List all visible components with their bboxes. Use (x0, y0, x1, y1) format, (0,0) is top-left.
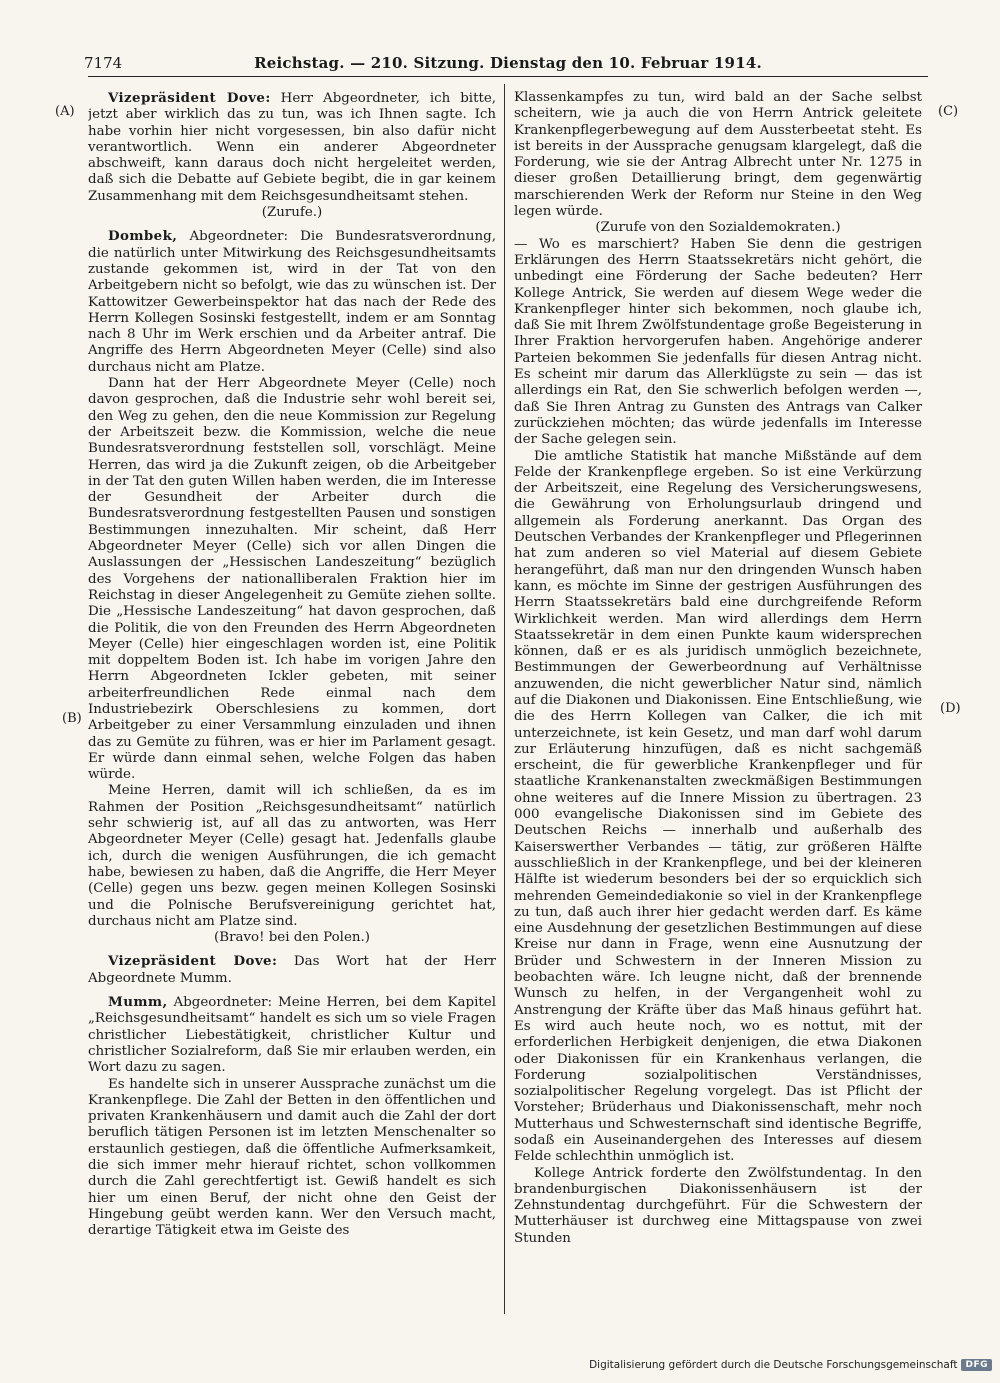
footer (589, 1359, 992, 1371)
page-title: Reichstag. — 210. Sitzung. Dienstag den 10. Februar 1914. (254, 54, 762, 72)
speaker-paragraph (88, 228, 496, 376)
margin-mark-c: (C) (938, 104, 959, 119)
speaker-paragraph (88, 953, 496, 987)
speaker-name: Dombek, (108, 228, 178, 245)
paragraph: Klassenkampfes zu tun, wird bald an der Sache selbst scheitern, wie ja auch die von Herrn Antrick geleitete Krankenpflegerbewegung auf dem Aussterbeetat steht. Es ist bereits in der Aussprache genugsam klargelegt, daß die Forderung, wie sie der Antrag Albrecht unter Nr. 1275 in dieser großen Detaillierung bringt, dem gegenwärtig marschierenden Werk der Reform nur Steine in den Weg legen würde. (514, 90, 922, 220)
speaker-paragraph (88, 994, 496, 1076)
paragraph: Dann hat der Herr Abgeordnete Meyer (Celle) noch davon gesprochen, daß die Industrie sehr wohl bereit sei, den Weg zu gehen, den die neue Kommission zur Regelung der Arbeitszeit bezw. die Kommission, welche die neue Bundesratsverordnung feststellen soll, vorschlägt. Meine Herren, das wird ja die Zukunft zeigen, ob die Arbeitgeber in der Tat den guten Willen haben werden, die im Interesse der Gesundheit der Arbeiter durch die Bundesratsverordnung festgestellten Pausen und sonstigen Bestimmungen innezuhalten. Mir scheint, daß Herr Abgeordneter Meyer (Celle) sich vor allen Dingen die Auslassungen der „Hessischen Landeszeitung“ bezüglich des Vorgehens der nationalliberalen Fraktion hier im Reichstag in dieser Angelegenheit zu Gemüte ziehen sollte. Die „Hessische Landeszeitung“ hat davon gesprochen, daß die Politik, die von den Freunden des Herrn Abgeordneten Meyer (Celle) hier eingeschlagen worden ist, eine Politik mit doppeltem Boden ist. Ich habe im vorigen Jahre den Herrn Abgeordneten Ickler gebeten, mit seiner arbeiterfreundlichen Rede einmal nach dem Industriebezirk Oberschlesiens zu kommen, dort Arbeitgeber zu einer Versammlung einzuladen und ihnen das zu Gemüte zu führen, was er hier im Parlament gesagt. Er würde dann einmal sehen, welche Folgen das haben würde. (88, 376, 496, 783)
paragraph: Es handelte sich in unserer Aussprache zunächst um die Krankenpflege. Die Zahl der Betten in den öffentlichen und privaten Krankenhäusern und damit auch die Zahl der dort beruflich tätigen Personen ist im letzten Menschenalter so erstaunlich gestiegen, daß die öffentliche Aufmerksamkeit, die sich immer mehr hierauf richtet, schon vollkommen durch die Zahl gerechtfertigt ist. Gewiß handelt es sich hier um einen Beruf, der nicht ohne den Geist der Hingebung geübt werden kann. Wer den Versuch macht, derartige Tätigkeit etwa im Geiste des (88, 1076, 496, 1239)
speaker-name: Mumm, (108, 994, 168, 1011)
footer-text: Digitalisierung gefördert durch die Deutsche Forschungsgemeinschaft (589, 1359, 958, 1371)
right-column (514, 90, 922, 1308)
speaker-name: Vizepräsident Dove: (108, 90, 271, 106)
speech-text: Herr Abgeordneter, ich bitte, jetzt aber wirklich das zu tun, was ich Ihnen sagte. Ich habe vorhin hier nicht vorgesessen, bin also dafür nicht verantwortlich. Wenn ein anderer Abgeordneter abschweift, kann daraus doch nicht hergeleitet werden, daß sich die Debatte auf Gebiete begibt, die in gar keinem Zusammenhang mit dem Reichsgesundheitsamt stehen. (88, 91, 496, 204)
speaker-name: Vizepräsident Dove: (108, 953, 278, 970)
paragraph: Meine Herren, damit will ich schließen, da es im Rahmen der Position „Reichsgesundheitsamt“ natürlich sehr schwierig ist, auf all das zu antworten, was Herr Abgeordneter Meyer (Celle) gesagt hat. Jedenfalls glaube ich, durch die wenigen Ausführungen, die ich gemacht habe, bewiesen zu haben, daß die Angriffe, die Herr Meyer (Celle) gegen uns bezw. gegen meinen Kollegen Sosinski und die Polnische Berufsvereinigung gerichtet hat, durchaus nicht am Platze sind. (88, 783, 496, 929)
left-column (88, 90, 496, 1308)
margin-mark-a: (A) (55, 104, 75, 119)
paragraph: — Wo es marschiert? Haben Sie denn die gestrigen Erklärungen des Herrn Staatssekretärs nicht gehört, die unbedingt eine Förderung der Sache bedeuten? Herr Kollege Antrick, Sie werden auf diesem Wege weder die Krankenpfleger hinter sich bekommen, noch glaube ich, daß Sie mit Ihrem Zwölfstundentage große Begeisterung in Ihrer Fraktion hervorgerufen haben. Angehörige anderer Parteien bekommen Sie jedenfalls für diesen Antrag nicht. Es scheint mir darum das Allerklügste zu sein — das ist allerdings ein Rat, den Sie schwerlich befolgen werden —, daß Sie Ihren Antrag zu Gunsten des Antrags van Calker zurückziehen möchten; das würde jedenfalls im Interesse der Sache gelegen sein. (514, 236, 922, 448)
page-number: 7174 (84, 54, 123, 72)
speech-text: Abgeordneter: Meine Herren, bei dem Kapitel „Reichsgesundheitsamt“ handelt es sich um so viele Fragen christlicher Liebestätigkeit, christlicher Kultur und christlicher Sozialreform, daß Sie mir erlauben werden, ein Wort dazu zu sagen. (88, 995, 496, 1076)
paragraph: Die amtliche Statistik hat manche Mißstände auf dem Felde der Krankenpflege ergeben. So ist eine Verkürzung der Arbeitszeit, eine Regelung des Versicherungswesens, die Gewährung von Erholungsurlaub dringend und allgemein als Forderung anerkannt. Das Organ des Deutschen Verbandes der Krankenpfleger und Pflegerinnen hat zum anderen so viel Material auf diesem Gebiete herangeführt, daß man nur den dringenden Wunsch haben kann, es möchte im Sinne der gestrigen Ausführungen des Herrn Staatssekretärs bald eine durchgreifende Reform Wirklichkeit werden. Man wird allerdings dem Herrn Staatssekretär in dem einen Punkte kaum widersprechen können, daß er es als juridisch unmöglich bezeichnete, Bestimmungen der Gewerbeordnung auf Verhältnisse anzuwenden, die nicht gewerblicher Natur sind, nämlich auf die Diakonen und Diakonissen. Eine Entschließung, wie die des Herrn Kollegen van Calker, die ich mit unterzeichnete, ist kein Gesetz, und man darf wohl darum zur Erläuterung hinzufügen, daß es nicht sachgemäß erscheint, die für gewerbliche Krankenpfleger und für staatliche Krankenanstalten zweckmäßigen Bestimmungen ohne weiteres auf die Innere Mission zu übertragen. 23 000 evangelische Diakonissen sind im Gebiete des Deutschen Reichs — innerhalb und außerhalb des Kaiserswerther Verbandes — tätig, zur größeren Hälfte ausschließlich in der Krankenpflege, und bei der kleineren Hälfte ist wiederum besonders bei der so erquicklich sich mehrenden Gemeindediakonie so viel in der Krankenpflege zu tun, daß auch ihrer hier gedacht werden darf. Es käme eine Ausdehnung der gesetzlichen Bestimmungen auf diese Kreise nur dann in Frage, wenn eine Ausnutzung der Brüder und Schwestern in der Inneren Mission zu beobachten wäre. Ich leugne nicht, daß der brennende Wunsch zu helfen, in der Vergangenheit wohl zu Anstrengung der Kräfte über das Maß hinaus geführt hat. Es wird auch heute noch, wo es nottut, mit der erforderlichen Herbigkeit denjenigen, die etwa Diakonen oder Diakonissen für ein Krankenhaus verlangen, die Forderung sozialpolitischen Verständnisses, sozialpolitischer Regelung vorgelegt. Das ist Pflicht der Vorsteher; Brüderhaus und Diakonissenschaft, mehr noch Mutterhaus und Schwesternschaft sind identische Begriffe, sodaß ein Auseinandergehen des Interesses auf diesem Felde schlechthin unmöglich ist. (514, 448, 922, 1165)
margin-mark-b: (B) (62, 711, 82, 726)
interjection: (Zurufe.) (261, 205, 323, 221)
speech-text: Abgeordneter: Die Bundesratsverordnung, die natürlich unter Mitwirkung des Reichsgesundheitsamts zustande gekommen ist, wird in der Tat von den Arbeitgebern nicht so befolgt, wie das zu wünschen ist. Der Kattowitzer Gewerbeinspektor hat das nach der Rede des Herrn Kollegen Sosinski festgestellt, indem er am Sonntag nach 8 Uhr im Werk erschien und da Arbeiter antraf. Die Angriffe des Herrn Abgeordneten Meyer (Celle) sind also durchaus nicht am Platze. (88, 229, 496, 375)
margin-mark-d: (D) (940, 701, 961, 716)
paragraph: Kollege Antrick forderte den Zwölfstundentag. In den brandenburgischen Diakonissenhäusern ist der Zehnstundentag durchgeführt. Für die Schwestern der Mutterhäuser ist durchweg eine Mittagspause von zwei Stunden (514, 1165, 922, 1246)
dfg-logo: DFG (961, 1359, 992, 1371)
speech-text: Das Wort hat der Herr Abgeordnete Mumm. (88, 954, 496, 986)
column-divider (504, 84, 505, 1314)
page-header (84, 52, 928, 77)
interjection: (Zurufe von den Sozialdemokraten.) (595, 220, 841, 236)
speaker-paragraph (88, 90, 496, 205)
interjection: (Bravo! bei den Polen.) (214, 930, 370, 946)
